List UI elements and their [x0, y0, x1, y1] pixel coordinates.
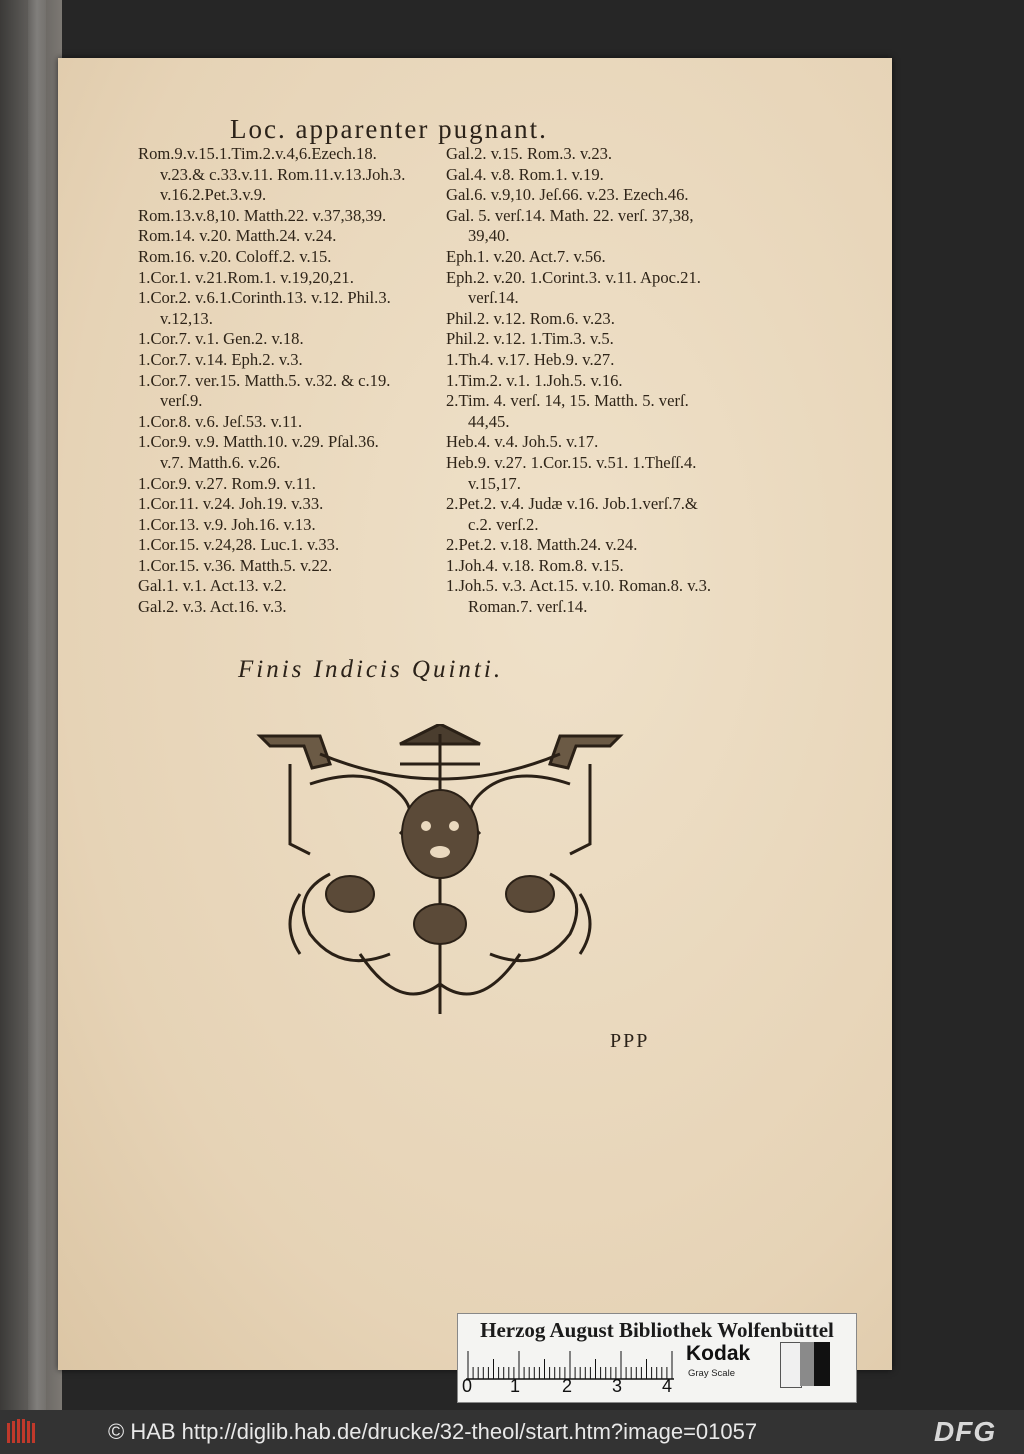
gray-swatch-black [814, 1342, 830, 1386]
index-entry: Roman.7. verſ.14. [468, 597, 588, 617]
finis-line: Finis Indicis Quinti. [238, 656, 504, 683]
index-entry: Rom.13.v.8,10. Matth.22. v.37,38,39. [138, 205, 387, 225]
index-entry: 1.Cor.7. v.1. Gen.2. v.18. [138, 329, 304, 349]
ruler-number: 4 [662, 1376, 673, 1396]
index-entry: v.16.2.Pet.3.v.9. [160, 185, 267, 205]
book-page [58, 58, 892, 1370]
index-entry: v.7. Matth.6. v.26. [160, 452, 281, 472]
binding-edge [0, 0, 62, 1410]
library-name: Herzog August Bibliothek Wolfenbüttel [480, 1318, 834, 1342]
ruler-number: 2 [562, 1376, 573, 1396]
index-entry: Gal.2. v.15. Rom.3. v.23. [446, 144, 613, 163]
index-entry: v.23.& c.33.v.11. Rom.11.v.13.Joh.3. [160, 164, 406, 184]
ruler-number: 1 [510, 1376, 521, 1396]
ruler-number: 3 [612, 1376, 623, 1396]
running-title: Loc. apparenter pugnant. [230, 114, 548, 144]
index-entry: Eph.2. v.20. 1.Corint.3. v.11. Apoc.21. [446, 267, 701, 287]
index-entry: Gal.1. v.1. Act.13. v.2. [138, 576, 287, 596]
index-entry: 1.Cor.15. v.24,28. Luc.1. v.33. [138, 535, 340, 555]
gray-scale-label: Gray Scale [688, 1368, 735, 1379]
index-entry: v.15,17. [468, 473, 521, 493]
index-entry: Gal.4. v.8. Rom.1. v.19. [446, 164, 604, 184]
index-entry: Eph.1. v.20. Act.7. v.56. [446, 246, 606, 266]
index-entry: 1.Cor.7. v.14. Eph.2. v.3. [138, 349, 303, 369]
gray-swatch-mid [800, 1342, 814, 1386]
index-entry: 1.Cor.9. v.27. Rom.9. v.11. [138, 473, 316, 493]
lion-mask-woodcut-ornament-icon [250, 724, 630, 1024]
index-column-left [138, 144, 448, 618]
index-entry: Heb.9. v.27. 1.Cor.15. v.51. 1.Theſſ.4. [446, 452, 697, 472]
dfg-logo: DFG [934, 1416, 997, 1447]
footer-bar [0, 1410, 1024, 1454]
index-entry: Heb.4. v.4. Joh.5. v.17. [446, 432, 599, 452]
index-entry: 1.Th.4. v.17. Heb.9. v.27. [446, 349, 615, 369]
index-entry: verſ.14. [468, 288, 519, 308]
ruler-number: 0 [462, 1376, 473, 1396]
index-entry: verſ.9. [160, 391, 203, 411]
index-entry: Rom.16. v.20. Coloff.2. v.15. [138, 246, 332, 266]
index-entry: 2.Pet.2. v.4. Judæ v.16. Job.1.verſ.7.& [446, 494, 698, 514]
index-entry: 1.Cor.7. ver.15. Matth.5. v.32. & c.19. [138, 370, 391, 390]
ruler-numbers [462, 1376, 682, 1398]
index-entry: Gal.2. v.3. Act.16. v.3. [138, 597, 287, 617]
kodak-brand: Kodak [686, 1342, 751, 1365]
library-target-card [457, 1313, 857, 1403]
index-entry: 2.Tim. 4. verſ. 14, 15. Matth. 5. verſ. [446, 391, 689, 411]
index-entry: 1.Cor.11. v.24. Joh.19. v.33. [138, 494, 324, 514]
index-entry: 1.Cor.2. v.6.1.Corinth.13. v.12. Phil.3. [138, 288, 391, 308]
index-entry: Gal. 5. verſ.14. Math. 22. verſ. 37,38, [446, 205, 694, 225]
index-entry: 1.Cor.13. v.9. Joh.16. v.13. [138, 514, 316, 534]
index-entry: 1.Cor.1. v.21.Rom.1. v.19,20,21. [138, 267, 354, 287]
index-entry: 1.Cor.15. v.36. Matth.5. v.22. [138, 555, 333, 575]
index-entry: Gal.6. v.9,10. Jeſ.66. v.23. Ezech.46. [446, 185, 689, 205]
signature-mark: PPP [610, 1030, 650, 1052]
index-entry: 2.Pet.2. v.18. Matth.24. v.24. [446, 535, 638, 555]
index-entry: Phil.2. v.12. 1.Tim.3. v.5. [446, 329, 614, 349]
index-entry: Rom.14. v.20. Matth.24. v.24. [138, 226, 337, 246]
index-entry: 44,45. [468, 411, 510, 431]
index-entry: 1.Cor.9. v.9. Matth.10. v.29. Pſal.36. [138, 432, 379, 452]
index-entry: 39,40. [468, 226, 510, 246]
index-entry: 1.Cor.8. v.6. Jeſ.53. v.11. [138, 411, 303, 431]
index-entry: 1.Joh.5. v.3. Act.15. v.10. Roman.8. v.3. [446, 576, 712, 596]
copyright-url[interactable]: © HAB http://diglib.hab.de/drucke/32-theol/start.htm?image=01057 [108, 1419, 758, 1444]
hab-bars-logo-icon [6, 1419, 40, 1445]
index-entry: Phil.2. v.12. Rom.6. v.23. [446, 308, 615, 328]
index-entry: Rom.9.v.15.1.Tim.2.v.4,6.Ezech.18. [138, 144, 377, 163]
index-entry: v.12,13. [160, 308, 213, 328]
index-column-right [446, 144, 776, 618]
index-entry: c.2. verſ.2. [468, 514, 539, 534]
gray-swatch-white [780, 1342, 802, 1388]
index-entry: 1.Tim.2. v.1. 1.Joh.5. v.16. [446, 370, 623, 390]
index-entry: 1.Joh.4. v.18. Rom.8. v.15. [446, 555, 624, 575]
